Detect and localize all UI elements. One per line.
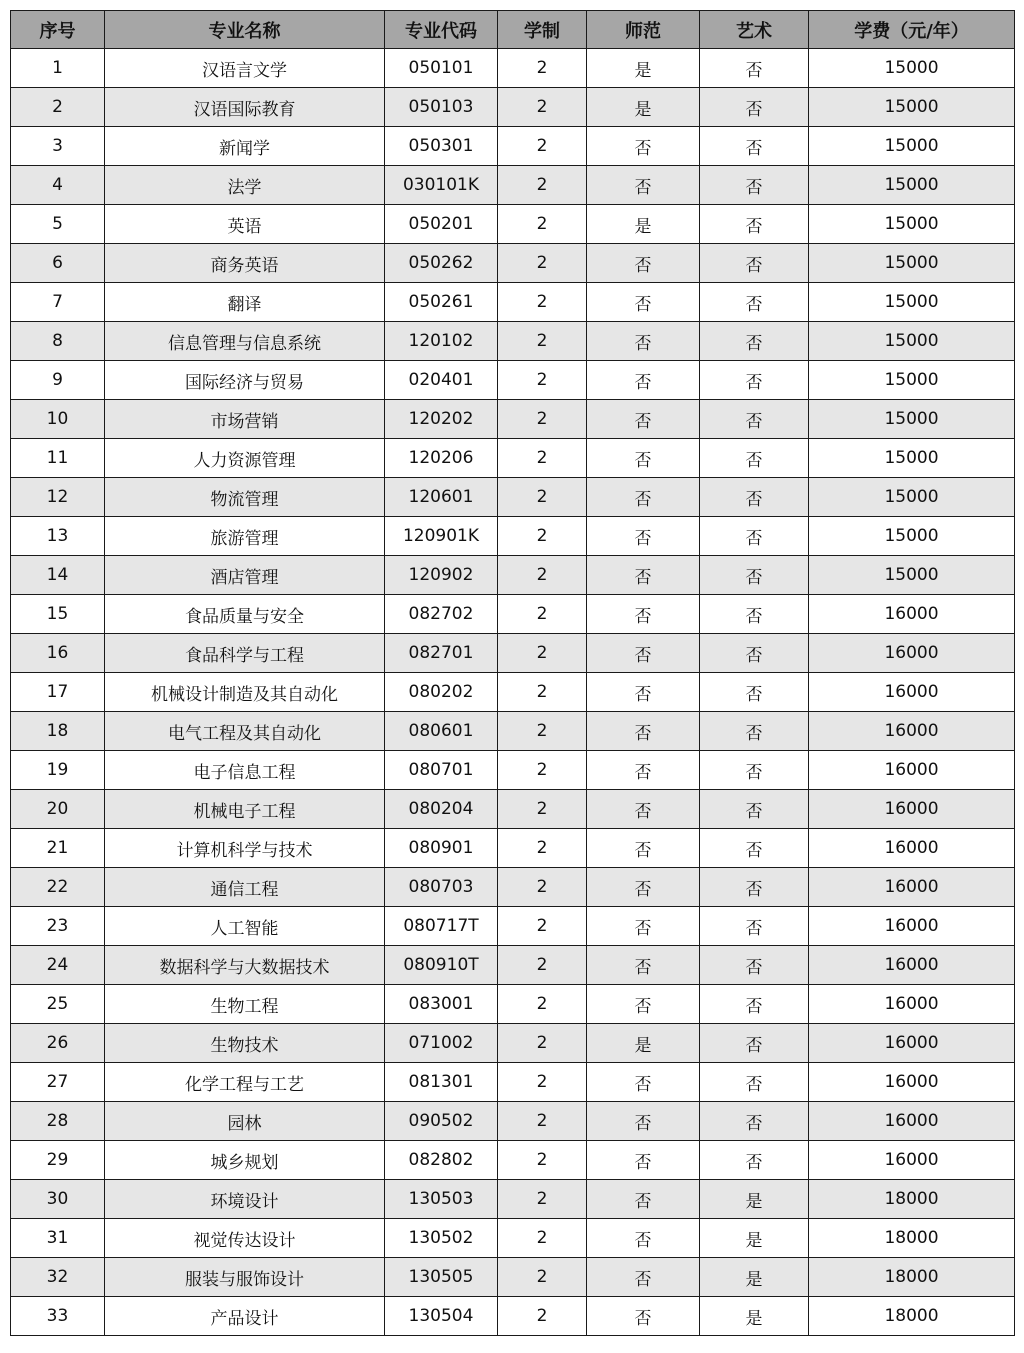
duration-cell: 2: [498, 1219, 587, 1258]
tuition-cell: 15000: [809, 283, 1015, 322]
duration-cell: 2: [498, 361, 587, 400]
tuition-cell: 15000: [809, 361, 1015, 400]
is-art-cell: 否: [700, 1141, 809, 1180]
major-name-cell: 环境设计: [105, 1180, 385, 1219]
major-code-cell: 050262: [385, 244, 498, 283]
is-normal-cell: 否: [587, 1180, 700, 1219]
is-art-cell: 否: [700, 439, 809, 478]
is-normal-cell: 否: [587, 517, 700, 556]
tuition-cell: 16000: [809, 1141, 1015, 1180]
row-index-cell: 5: [11, 205, 105, 244]
duration-cell: 2: [498, 517, 587, 556]
major-name-cell: 园林: [105, 1102, 385, 1141]
is-art-cell: 否: [700, 868, 809, 907]
row-index-cell: 24: [11, 946, 105, 985]
table-row: [11, 322, 1015, 361]
row-index-cell: 10: [11, 400, 105, 439]
table-row: [11, 127, 1015, 166]
major-code-cell: 120902: [385, 556, 498, 595]
is-art-cell: 是: [700, 1297, 809, 1336]
tuition-cell: 16000: [809, 829, 1015, 868]
major-name-cell: 英语: [105, 205, 385, 244]
tuition-cell: 16000: [809, 790, 1015, 829]
table-header: [11, 11, 1015, 49]
table-row: [11, 712, 1015, 751]
duration-cell: 2: [498, 478, 587, 517]
table-row: [11, 829, 1015, 868]
tuition-cell: 15000: [809, 127, 1015, 166]
duration-cell: 2: [498, 1297, 587, 1336]
major-code-cell: 080204: [385, 790, 498, 829]
major-code-cell: 081301: [385, 1063, 498, 1102]
major-name-cell: 物流管理: [105, 478, 385, 517]
major-code-cell: 130505: [385, 1258, 498, 1297]
table-row: [11, 1024, 1015, 1063]
duration-cell: 2: [498, 283, 587, 322]
row-index-cell: 22: [11, 868, 105, 907]
is-art-cell: 否: [700, 49, 809, 88]
major-code-cell: 120901K: [385, 517, 498, 556]
duration-cell: 2: [498, 1180, 587, 1219]
row-index-cell: 17: [11, 673, 105, 712]
is-art-cell: 否: [700, 127, 809, 166]
major-name-cell: 人工智能: [105, 907, 385, 946]
duration-cell: 2: [498, 88, 587, 127]
duration-cell: 2: [498, 556, 587, 595]
major-name-cell: 机械电子工程: [105, 790, 385, 829]
is-normal-cell: 否: [587, 166, 700, 205]
is-art-cell: 否: [700, 166, 809, 205]
table-row: [11, 595, 1015, 634]
major-code-cell: 050261: [385, 283, 498, 322]
is-normal-cell: 否: [587, 907, 700, 946]
major-tuition-table: [10, 10, 1015, 1336]
table-row: [11, 1063, 1015, 1102]
duration-cell: 2: [498, 1024, 587, 1063]
is-normal-cell: 否: [587, 1063, 700, 1102]
tuition-cell: 16000: [809, 595, 1015, 634]
major-code-cell: 030101K: [385, 166, 498, 205]
table-row: [11, 751, 1015, 790]
row-index-cell: 20: [11, 790, 105, 829]
is-art-cell: 否: [700, 1102, 809, 1141]
tuition-cell: 15000: [809, 166, 1015, 205]
major-name-cell: 市场营销: [105, 400, 385, 439]
major-name-cell: 生物工程: [105, 985, 385, 1024]
is-art-cell: 否: [700, 946, 809, 985]
header-art: 艺术: [700, 11, 809, 49]
table-row: [11, 49, 1015, 88]
tuition-cell: 18000: [809, 1180, 1015, 1219]
major-name-cell: 电气工程及其自动化: [105, 712, 385, 751]
header-major-code: 专业代码: [385, 11, 498, 49]
duration-cell: 2: [498, 244, 587, 283]
table-row: [11, 907, 1015, 946]
row-index-cell: 29: [11, 1141, 105, 1180]
table-row: [11, 985, 1015, 1024]
table-row: [11, 1219, 1015, 1258]
is-art-cell: 否: [700, 634, 809, 673]
major-name-cell: 计算机科学与技术: [105, 829, 385, 868]
major-name-cell: 汉语国际教育: [105, 88, 385, 127]
header-major-name: 专业名称: [105, 11, 385, 49]
is-normal-cell: 否: [587, 244, 700, 283]
duration-cell: 2: [498, 166, 587, 205]
is-normal-cell: 否: [587, 985, 700, 1024]
major-code-cell: 083001: [385, 985, 498, 1024]
row-index-cell: 14: [11, 556, 105, 595]
row-index-cell: 8: [11, 322, 105, 361]
duration-cell: 2: [498, 205, 587, 244]
table-row: [11, 556, 1015, 595]
major-name-cell: 通信工程: [105, 868, 385, 907]
table-row: [11, 361, 1015, 400]
major-name-cell: 旅游管理: [105, 517, 385, 556]
major-code-cell: 082701: [385, 634, 498, 673]
is-normal-cell: 否: [587, 1102, 700, 1141]
tuition-cell: 16000: [809, 634, 1015, 673]
tuition-cell: 16000: [809, 712, 1015, 751]
is-normal-cell: 否: [587, 946, 700, 985]
is-normal-cell: 否: [587, 556, 700, 595]
major-name-cell: 产品设计: [105, 1297, 385, 1336]
major-code-cell: 130503: [385, 1180, 498, 1219]
major-name-cell: 酒店管理: [105, 556, 385, 595]
table-row: [11, 517, 1015, 556]
duration-cell: 2: [498, 595, 587, 634]
header-row: [11, 11, 1015, 49]
major-code-cell: 090502: [385, 1102, 498, 1141]
row-index-cell: 13: [11, 517, 105, 556]
duration-cell: 2: [498, 127, 587, 166]
is-normal-cell: 否: [587, 361, 700, 400]
major-code-cell: 080717T: [385, 907, 498, 946]
duration-cell: 2: [498, 751, 587, 790]
header-tuition: 学费（元/年）: [809, 11, 1015, 49]
table-row: [11, 1297, 1015, 1336]
row-index-cell: 19: [11, 751, 105, 790]
major-name-cell: 人力资源管理: [105, 439, 385, 478]
is-normal-cell: 否: [587, 751, 700, 790]
is-normal-cell: 是: [587, 205, 700, 244]
duration-cell: 2: [498, 1141, 587, 1180]
header-duration: 学制: [498, 11, 587, 49]
table-row: [11, 634, 1015, 673]
major-name-cell: 生物技术: [105, 1024, 385, 1063]
major-code-cell: 080701: [385, 751, 498, 790]
is-art-cell: 是: [700, 1258, 809, 1297]
duration-cell: 2: [498, 868, 587, 907]
major-code-cell: 050101: [385, 49, 498, 88]
is-normal-cell: 否: [587, 283, 700, 322]
is-art-cell: 否: [700, 751, 809, 790]
is-normal-cell: 否: [587, 1297, 700, 1336]
is-normal-cell: 否: [587, 439, 700, 478]
tuition-cell: 16000: [809, 868, 1015, 907]
row-index-cell: 28: [11, 1102, 105, 1141]
is-normal-cell: 否: [587, 673, 700, 712]
is-art-cell: 否: [700, 712, 809, 751]
is-art-cell: 否: [700, 556, 809, 595]
tuition-cell: 16000: [809, 1102, 1015, 1141]
is-normal-cell: 否: [587, 1219, 700, 1258]
table-row: [11, 439, 1015, 478]
is-normal-cell: 否: [587, 400, 700, 439]
table-row: [11, 166, 1015, 205]
major-name-cell: 汉语言文学: [105, 49, 385, 88]
duration-cell: 2: [498, 712, 587, 751]
row-index-cell: 12: [11, 478, 105, 517]
table-row: [11, 1102, 1015, 1141]
tuition-cell: 16000: [809, 1063, 1015, 1102]
header-normal: 师范: [587, 11, 700, 49]
duration-cell: 2: [498, 400, 587, 439]
is-art-cell: 否: [700, 907, 809, 946]
row-index-cell: 7: [11, 283, 105, 322]
row-index-cell: 11: [11, 439, 105, 478]
tuition-cell: 16000: [809, 1024, 1015, 1063]
is-art-cell: 是: [700, 1180, 809, 1219]
tuition-cell: 15000: [809, 439, 1015, 478]
row-index-cell: 23: [11, 907, 105, 946]
major-code-cell: 080601: [385, 712, 498, 751]
tuition-cell: 15000: [809, 88, 1015, 127]
row-index-cell: 6: [11, 244, 105, 283]
is-art-cell: 是: [700, 1219, 809, 1258]
is-normal-cell: 否: [587, 478, 700, 517]
table-row: [11, 244, 1015, 283]
duration-cell: 2: [498, 829, 587, 868]
is-art-cell: 否: [700, 1024, 809, 1063]
major-code-cell: 020401: [385, 361, 498, 400]
is-art-cell: 否: [700, 283, 809, 322]
major-code-cell: 130502: [385, 1219, 498, 1258]
tuition-cell: 18000: [809, 1219, 1015, 1258]
major-code-cell: 080901: [385, 829, 498, 868]
major-name-cell: 国际经济与贸易: [105, 361, 385, 400]
duration-cell: 2: [498, 1258, 587, 1297]
row-index-cell: 15: [11, 595, 105, 634]
duration-cell: 2: [498, 1063, 587, 1102]
is-normal-cell: 是: [587, 88, 700, 127]
tuition-cell: 15000: [809, 244, 1015, 283]
table-row: [11, 88, 1015, 127]
duration-cell: 2: [498, 946, 587, 985]
major-name-cell: 信息管理与信息系统: [105, 322, 385, 361]
row-index-cell: 21: [11, 829, 105, 868]
row-index-cell: 31: [11, 1219, 105, 1258]
is-normal-cell: 否: [587, 868, 700, 907]
is-art-cell: 否: [700, 400, 809, 439]
table-row: [11, 400, 1015, 439]
is-normal-cell: 否: [587, 829, 700, 868]
tuition-cell: 15000: [809, 556, 1015, 595]
row-index-cell: 26: [11, 1024, 105, 1063]
major-code-cell: 071002: [385, 1024, 498, 1063]
table-row: [11, 1141, 1015, 1180]
is-art-cell: 否: [700, 790, 809, 829]
is-art-cell: 否: [700, 985, 809, 1024]
tuition-cell: 16000: [809, 751, 1015, 790]
is-art-cell: 否: [700, 322, 809, 361]
is-art-cell: 否: [700, 517, 809, 556]
tuition-cell: 15000: [809, 49, 1015, 88]
row-index-cell: 25: [11, 985, 105, 1024]
is-normal-cell: 否: [587, 790, 700, 829]
tuition-cell: 16000: [809, 985, 1015, 1024]
major-code-cell: 080202: [385, 673, 498, 712]
is-normal-cell: 否: [587, 127, 700, 166]
table-row: [11, 790, 1015, 829]
row-index-cell: 32: [11, 1258, 105, 1297]
tuition-cell: 15000: [809, 322, 1015, 361]
major-name-cell: 翻译: [105, 283, 385, 322]
tuition-cell: 15000: [809, 478, 1015, 517]
table-row: [11, 1180, 1015, 1219]
duration-cell: 2: [498, 907, 587, 946]
is-normal-cell: 否: [587, 1141, 700, 1180]
is-normal-cell: 是: [587, 49, 700, 88]
is-art-cell: 否: [700, 478, 809, 517]
tuition-cell: 16000: [809, 907, 1015, 946]
row-index-cell: 2: [11, 88, 105, 127]
row-index-cell: 30: [11, 1180, 105, 1219]
tuition-cell: 16000: [809, 673, 1015, 712]
major-name-cell: 机械设计制造及其自动化: [105, 673, 385, 712]
duration-cell: 2: [498, 322, 587, 361]
table-row: [11, 478, 1015, 517]
major-code-cell: 120102: [385, 322, 498, 361]
row-index-cell: 33: [11, 1297, 105, 1336]
tuition-cell: 16000: [809, 946, 1015, 985]
is-art-cell: 否: [700, 244, 809, 283]
is-normal-cell: 是: [587, 1024, 700, 1063]
header-index: 序号: [11, 11, 105, 49]
row-index-cell: 4: [11, 166, 105, 205]
table-row: [11, 868, 1015, 907]
row-index-cell: 18: [11, 712, 105, 751]
duration-cell: 2: [498, 634, 587, 673]
table-row: [11, 1258, 1015, 1297]
is-normal-cell: 否: [587, 712, 700, 751]
tuition-cell: 15000: [809, 400, 1015, 439]
is-normal-cell: 否: [587, 595, 700, 634]
major-code-cell: 120202: [385, 400, 498, 439]
major-code-cell: 120601: [385, 478, 498, 517]
major-code-cell: 130504: [385, 1297, 498, 1336]
is-art-cell: 否: [700, 1063, 809, 1102]
major-name-cell: 电子信息工程: [105, 751, 385, 790]
major-code-cell: 050103: [385, 88, 498, 127]
is-art-cell: 否: [700, 673, 809, 712]
duration-cell: 2: [498, 1102, 587, 1141]
is-art-cell: 否: [700, 88, 809, 127]
major-code-cell: 080703: [385, 868, 498, 907]
table-row: [11, 673, 1015, 712]
major-code-cell: 082702: [385, 595, 498, 634]
major-name-cell: 新闻学: [105, 127, 385, 166]
is-art-cell: 否: [700, 361, 809, 400]
duration-cell: 2: [498, 49, 587, 88]
is-normal-cell: 否: [587, 634, 700, 673]
major-code-cell: 082802: [385, 1141, 498, 1180]
major-name-cell: 视觉传达设计: [105, 1219, 385, 1258]
row-index-cell: 1: [11, 49, 105, 88]
major-name-cell: 化学工程与工艺: [105, 1063, 385, 1102]
major-name-cell: 食品科学与工程: [105, 634, 385, 673]
is-art-cell: 否: [700, 205, 809, 244]
table-row: [11, 205, 1015, 244]
major-name-cell: 食品质量与安全: [105, 595, 385, 634]
table-row: [11, 946, 1015, 985]
major-code-cell: 120206: [385, 439, 498, 478]
is-normal-cell: 否: [587, 1258, 700, 1297]
duration-cell: 2: [498, 673, 587, 712]
tuition-cell: 15000: [809, 517, 1015, 556]
major-name-cell: 数据科学与大数据技术: [105, 946, 385, 985]
major-code-cell: 050301: [385, 127, 498, 166]
is-art-cell: 否: [700, 595, 809, 634]
table-body: [11, 49, 1015, 1336]
major-name-cell: 服装与服饰设计: [105, 1258, 385, 1297]
duration-cell: 2: [498, 985, 587, 1024]
is-normal-cell: 否: [587, 322, 700, 361]
major-name-cell: 商务英语: [105, 244, 385, 283]
row-index-cell: 3: [11, 127, 105, 166]
table-row: [11, 283, 1015, 322]
row-index-cell: 16: [11, 634, 105, 673]
major-name-cell: 城乡规划: [105, 1141, 385, 1180]
is-art-cell: 否: [700, 829, 809, 868]
major-code-cell: 050201: [385, 205, 498, 244]
tuition-cell: 15000: [809, 205, 1015, 244]
row-index-cell: 27: [11, 1063, 105, 1102]
duration-cell: 2: [498, 790, 587, 829]
major-name-cell: 法学: [105, 166, 385, 205]
row-index-cell: 9: [11, 361, 105, 400]
tuition-cell: 18000: [809, 1258, 1015, 1297]
major-code-cell: 080910T: [385, 946, 498, 985]
tuition-cell: 18000: [809, 1297, 1015, 1336]
duration-cell: 2: [498, 439, 587, 478]
